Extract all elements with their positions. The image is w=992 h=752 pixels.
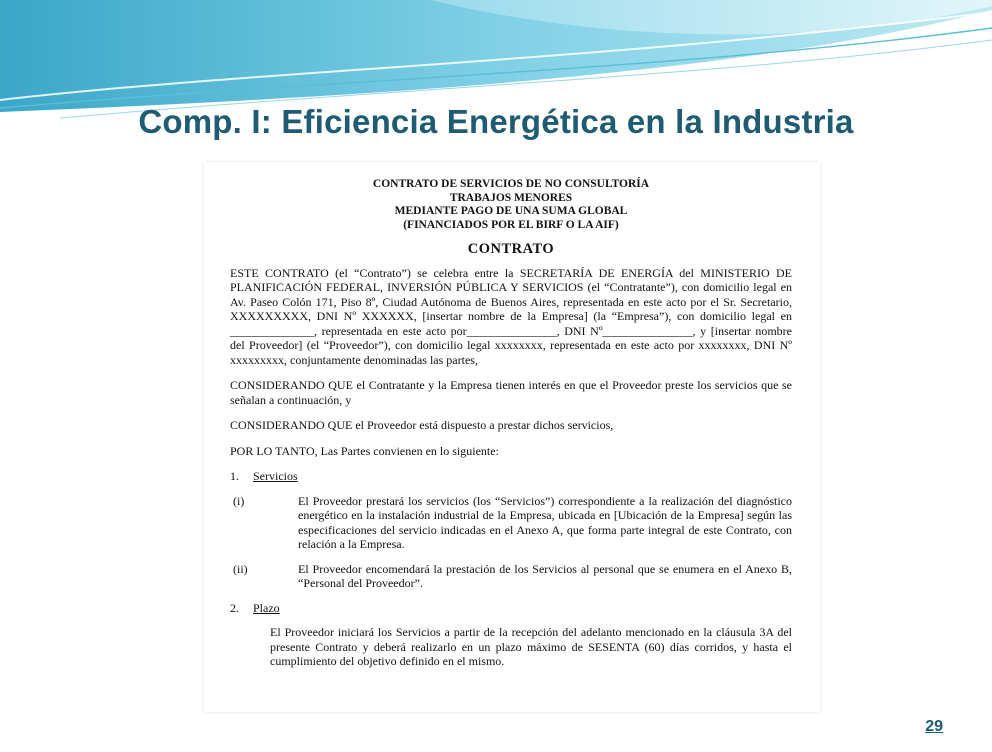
page-number[interactable]: 29 [925,718,943,735]
header-line: (FINANCIADOS POR EL BIRF O LA AIF) [403,218,619,231]
document-heading: CONTRATO [467,241,555,257]
section-heading-servicios [230,469,792,484]
slide-title: Comp. I: Eficiencia Energética en la Industria [138,103,854,140]
plazo-paragraph: El Proveedor iniciará los Servicios a partir de la recepción del adelanto mencionado en la cláusula 3A del presente Contrato y deberá realizarlo en un plazo máximo de SESENTA (60) días corridos, y hasta el cumplimiento del objetivo definido en el mismo. [270,625,792,668]
document-header [230,178,792,232]
clause-item [230,494,792,552]
header-line: MEDIANTE PAGO DE UNA SUMA GLOBAL [394,205,628,217]
header-line: CONTRATO DE SERVICIOS DE NO CONSULTORÍA [372,178,650,190]
clause-number: (i) [233,493,245,508]
section-number: 1. [230,469,239,483]
clause-item [230,562,792,591]
clause-number: (ii) [233,561,248,576]
contract-document-image [204,162,820,712]
por-lo-tanto-paragraph: POR LO TANTO, Las Partes convienen en lo siguiente: [230,443,499,458]
considerando-paragraph: CONSIDERANDO QUE el Proveedor está dispuesto a prestar dichos servicios, [230,418,614,432]
considerando-paragraph: CONSIDERANDO QUE el Contratante y la Empresa tienen interés en que el Proveedor preste los servicios que se señalan a continuación, y [230,378,792,407]
section-number: 2. [230,600,239,615]
clause-text: El Proveedor encomendará la prestación de los Servicios al personal que se enumera en el Anexo B, “Personal del Proveedor”. [298,561,792,590]
header-line: TRABAJOS MENORES [449,191,573,204]
intro-paragraph: ESTE CONTRATO (el “Contrato”) se celebra entre la SECRETARÍA DE ENERGÍA del MINISTERIO DE PLANIFICACIÓN FEDERAL, INVERSIÓN PÚBLICA Y SERVICIOS (el “Contratante”), con domicilio legal en Av. Paseo Colón 171, Piso 8º, Ciudad Autónoma de Buenos Aires, representada en este acto por el Sr. Secretario, XXXXXXXXX, DNI Nº XXXXXX, [insertar nombre de la Empresa] (la “Empresa”), con domicilio legal en ______________, representada en este acto por_______________, DNI Nº_______________, y [insertar nombre del Proveedor] (el “Proveedor”), con domicilio legal xxxxxxxx, representada en este acto por xxxxxxxx, DNI Nº xxxxxxxxx, conjuntamente denominadas las partes, [230,265,792,367]
section-title: Plazo [253,600,280,615]
section-heading-plazo [230,601,792,616]
header-waves-decoration [0,0,992,120]
section-title: Servicios [253,469,298,483]
clause-text: El Proveedor prestará los servicios (los “Servicios”) correspondiente a la realización del diagnóstico energético en la instalación industrial de la Empresa, ubicada en [Ubicación de la Empresa] según las especificaciones del servicio indicadas en el Anexo A, que forma parte integral de este Contrato, con relación a la Empresa. [298,493,792,551]
